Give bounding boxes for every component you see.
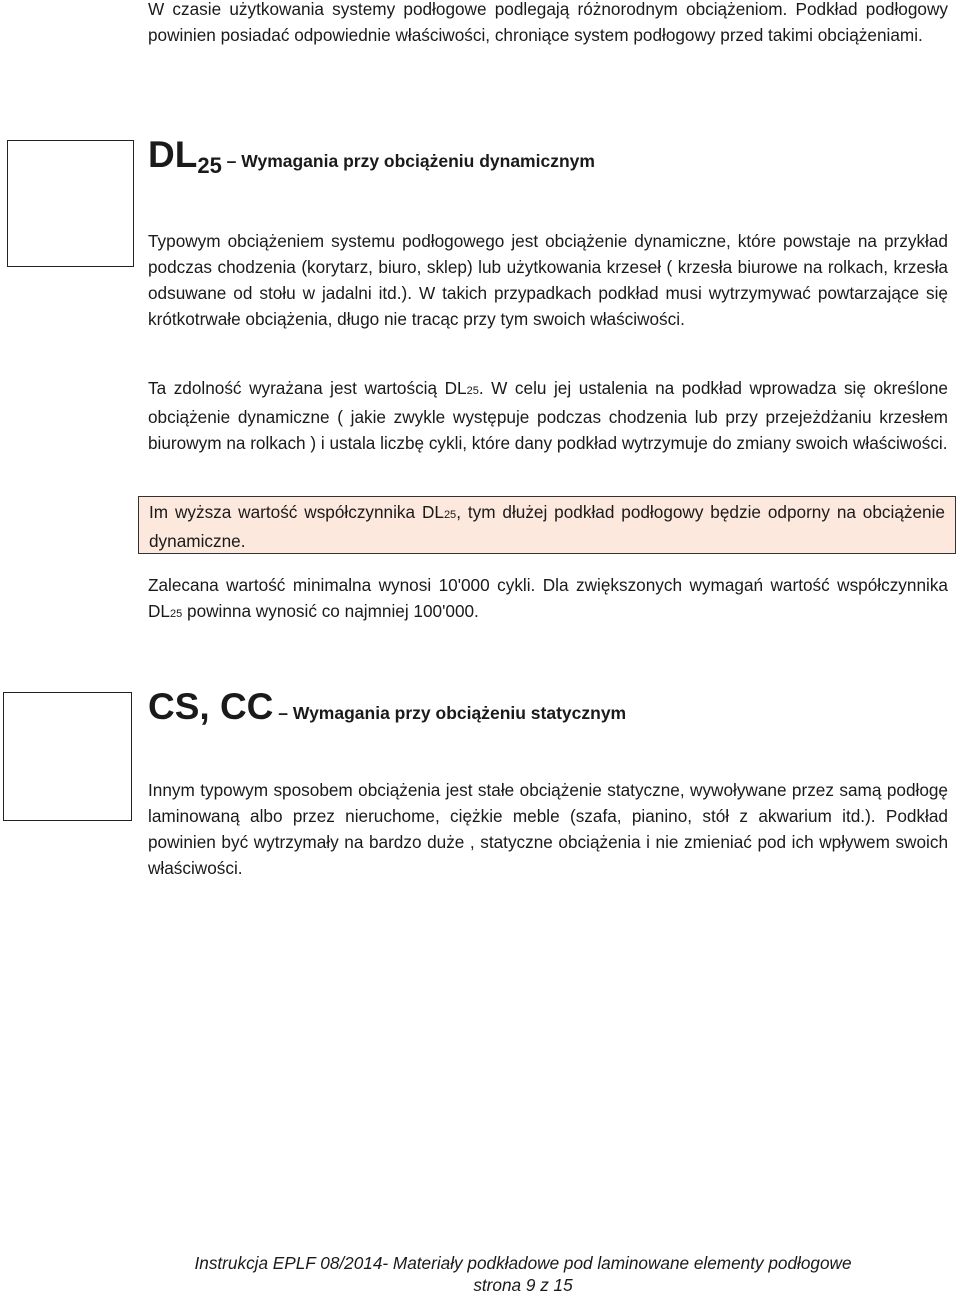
dl-highlight-text-a: Im wyższa wartość współczynnika DL bbox=[149, 502, 444, 522]
dl-highlight-box bbox=[138, 496, 956, 554]
dl-p3-text-b: powinna wynosić co najmniej 100'000. bbox=[182, 601, 479, 621]
dl-heading-main: DL bbox=[148, 134, 198, 175]
dl-p2-text-a: Ta zdolność wyrażana jest wartością DL bbox=[148, 378, 467, 398]
dl-paragraph-2 bbox=[148, 375, 948, 456]
dl-paragraph-1: Typowym obciążeniem systemu podłogowego jest obciążenie dynamiczne, które powstaje na przykład podczas chodzenia (korytarz, biuro, sklep) lub użytkowania krzeseł ( krzesła biurowe na rolkach, krzesła odsuwane od stołu w jadalni itd.). W takich przypadkach podkład musi wytrzymywać powtarzające się krótkotrwałe obciążenia, długo nie tracąc przy tym swoich właściwości. bbox=[148, 231, 948, 329]
dl-heading-title: – Wymagania przy obciążeniu dynamicznym bbox=[221, 151, 595, 171]
intro-paragraph: W czasie użytkowania systemy podłogowe podlegają różnorodnym obciążeniom. Podkład podłogowy powinien posiadać odpowiednie właściwości, chroniące system podłogowy przed takimi obciążeniami. bbox=[148, 0, 948, 45]
cs-paragraph-1: Innym typowym sposobem obciążenia jest stałe obciążenie statyczne, wywoływane przez samą podłogę laminowaną albo przez nieruchome, ciężkie meble (szafa, pianino, stół z akwarium itd.). Podkład powinien być wytrzymały na bardzo duże , statyczne obciążenia i nie zmieniać pod ich wpływem swoich właściwości. bbox=[148, 780, 948, 878]
dl-section-heading bbox=[148, 134, 595, 176]
dl-icon-placeholder bbox=[7, 140, 134, 267]
footer-page-number: strona 9 z 15 bbox=[473, 1275, 573, 1295]
cs-heading-title: – Wymagania przy obciążeniu statycznym bbox=[273, 703, 627, 723]
cs-section-heading bbox=[148, 686, 626, 728]
dl-highlight-text-b: , tym dłużej podkład podłogowy będzie odporny na obciążenie dynamiczne. bbox=[149, 502, 945, 551]
dl-paragraph-3 bbox=[148, 572, 948, 627]
dl-p3-text-a: Zalecana wartość minimalna wynosi 10'000 cykli. Dla zwiększonych wymagań wartość współczynnika DL bbox=[148, 575, 948, 621]
cs-heading-main: CS, CC bbox=[148, 686, 274, 727]
dl-p3-subscript: 25 bbox=[169, 608, 183, 620]
cs-icon-placeholder bbox=[3, 692, 132, 821]
dl-p2-subscript: 25 bbox=[466, 385, 479, 397]
footer-document-title: Instrukcja EPLF 08/2014- Materiały podkładowe pod laminowane elementy podłogowe bbox=[194, 1253, 852, 1273]
dl-highlight-subscript: 25 bbox=[443, 509, 457, 521]
dl-heading-subscript: 25 bbox=[197, 153, 222, 178]
dl-p2-text-b: . W celu jej ustalenia na podkład wprowadza się określone obciążenie dynamiczne ( jakie zwykle występuje podczas chodzenia lub przy przejeżdżaniu krzesłem biurowym na rolkach ) i ustala liczbę cykli, które dany podkład wytrzymuje do zmiany swoich właściwości. bbox=[148, 378, 948, 453]
